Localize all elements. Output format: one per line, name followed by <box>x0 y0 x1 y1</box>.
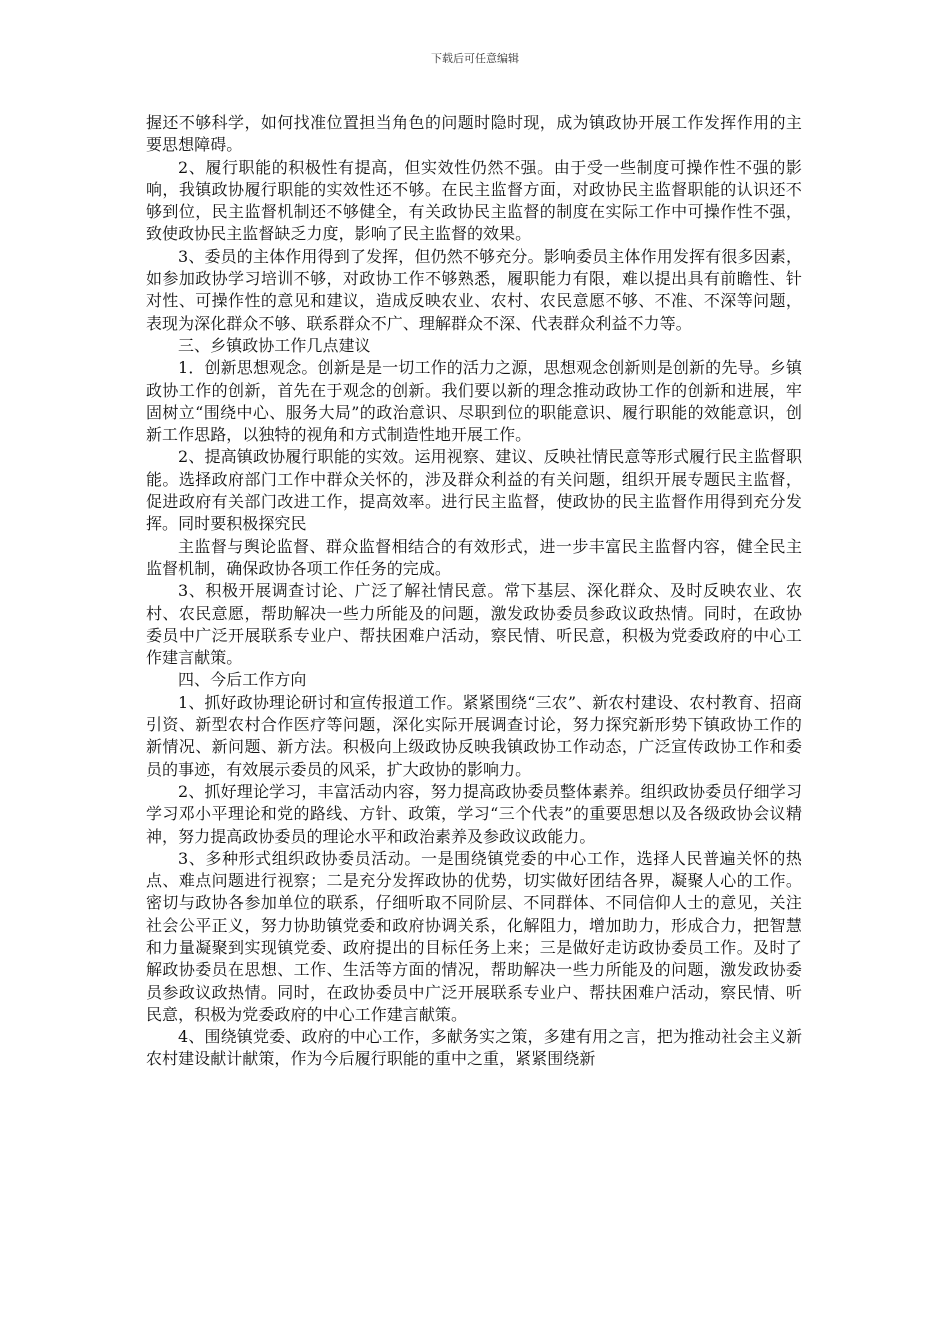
page-header-note: 下载后可任意编辑 <box>431 52 519 65</box>
paragraph-suggestion-2: 2、提高镇政协履行职能的实效。运用视察、建议、反映社情民意等形式履行民主监督职能。选择政府部门工作中群众关怀的，涉及群众利益的有关问题，组织开展专题民主监督，促进政府有关部门改进工作，提高效率。进行民主监督，使政协的民主监督作用得到充分发挥。同时要积极探究民 <box>146 447 802 534</box>
paragraph-direction-2: 2、抓好理论学习，丰富活动内容，努力提高政协委员整体素养。组织政协委员仔细学习学习邓小平理论和党的路线、方针、政策，学习“三个代表”的重要思想以及各级政协会议精神，努力提高政协委员的理论水平和政治素养及参政议政能力。 <box>146 781 802 846</box>
section-heading-suggestions: 三、乡镇政协工作几点建议 <box>178 335 371 355</box>
paragraph-suggestion-2-continued: 主监督与舆论监督、群众监督相结合的有效形式，进一步丰富民主监督内容，健全民主监督机制，确保政协各项工作任务的完成。 <box>146 536 802 578</box>
paragraph-continuation: 握还不够科学，如何找准位置担当角色的问题时隐时现，成为镇政协开展工作发挥作用的主要思想障碍。 <box>146 113 802 155</box>
paragraph-direction-4: 4、围绕镇党委、政府的中心工作，多献务实之策，多建有用之言，把为推动社会主义新农村建设献计献策，作为今后履行职能的重中之重，紧紧围绕新 <box>146 1027 802 1069</box>
paragraph-item-3-members: 3、委员的主体作用得到了发挥，但仍然不够充分。影响委员主体作用发挥有很多因素，如参加政协学习培训不够，对政协工作不够熟悉，履职能力有限，难以提出具有前瞻性、针对性、可操作性的意见和建议，造成反映农业、农村、农民意愿不够、不准、不深等问题，表现为深化群众不够、联系群众不广、理解群众不深、代表群众利益不力等。 <box>146 246 802 333</box>
paragraph-direction-1: 1、抓好政协理论研讨和宣传报道工作。紧紧围绕“三农”、新农村建设、农村教育、招商引资、新型农村合作医疗等问题，深化实际开展调查讨论，努力探究新形势下镇政协工作的新情况、新问题、新方法。积极向上级政协反映我镇政协工作动态，广泛宣传政协工作和委员的事迹，有效展示委员的风采，扩大政协的影响力。 <box>146 692 802 779</box>
section-heading-future-direction: 四、今后工作方向 <box>178 670 307 690</box>
document-body <box>146 112 802 1071</box>
paragraph-direction-3: 3、多种形式组织政协委员活动。一是围绕镇党委的中心工作，选择人民普遍关怀的热点、难点问题进行视察；二是充分发挥政协的优势，切实做好团结各界，凝聚人心的工作。密切与政协各参加单位的联系，仔细听取不同阶层、不同群体、不同信仰人士的意见，关注社会公平正义，努力协助镇党委和政府协调关系，化解阻力，增加助力，形成合力，把智慧和力量凝聚到实现镇党委、政府提出的目标任务上来；三是做好走访政协委员工作。及时了解政协委员在思想、工作、生活等方面的情况，帮助解决一些力所能及的问题，激发政协委员参政议政热情。同时，在政协委员中广泛开展联系专业户、帮扶困难户活动，察民情、听民意，积极为党委政府的中心工作建言献策。 <box>146 848 802 1024</box>
paragraph-suggestion-1: 1．创新思想观念。创新是是一切工作的活力之源，思想观念创新则是创新的先导。乡镇政协工作的创新，首先在于观念的创新。我们要以新的理念推动政协工作的创新和进展，牢固树立“围绕中心、服务大局”的政治意识、尽职到位的职能意识、履行职能的效能意识，创新工作思路，以独特的视角和方式制造性地开展工作。 <box>146 358 802 445</box>
paragraph-item-2-effectiveness: 2、履行职能的积极性有提高，但实效性仍然不强。由于受一些制度可操作性不强的影响，我镇政协履行职能的实效性还不够。在民主监督方面，对政协民主监督职能的认识还不够到位，民主监督机制还不够健全，有关政协民主监督的制度在实际工作中可操作性不强，致使政协民主监督缺乏力度，影响了民主监督的效果。 <box>146 157 802 244</box>
paragraph-suggestion-3: 3、积极开展调查讨论、广泛了解社情民意。常下基层、深化群众、及时反映农业、农村、农民意愿，帮助解决一些力所能及的问题，激发政协委员参政议政热情。同时，在政协委员中广泛开展联系专业户、帮扶困难户活动，察民情、听民意，积极为党委政府的中心工作建言献策。 <box>146 581 802 668</box>
